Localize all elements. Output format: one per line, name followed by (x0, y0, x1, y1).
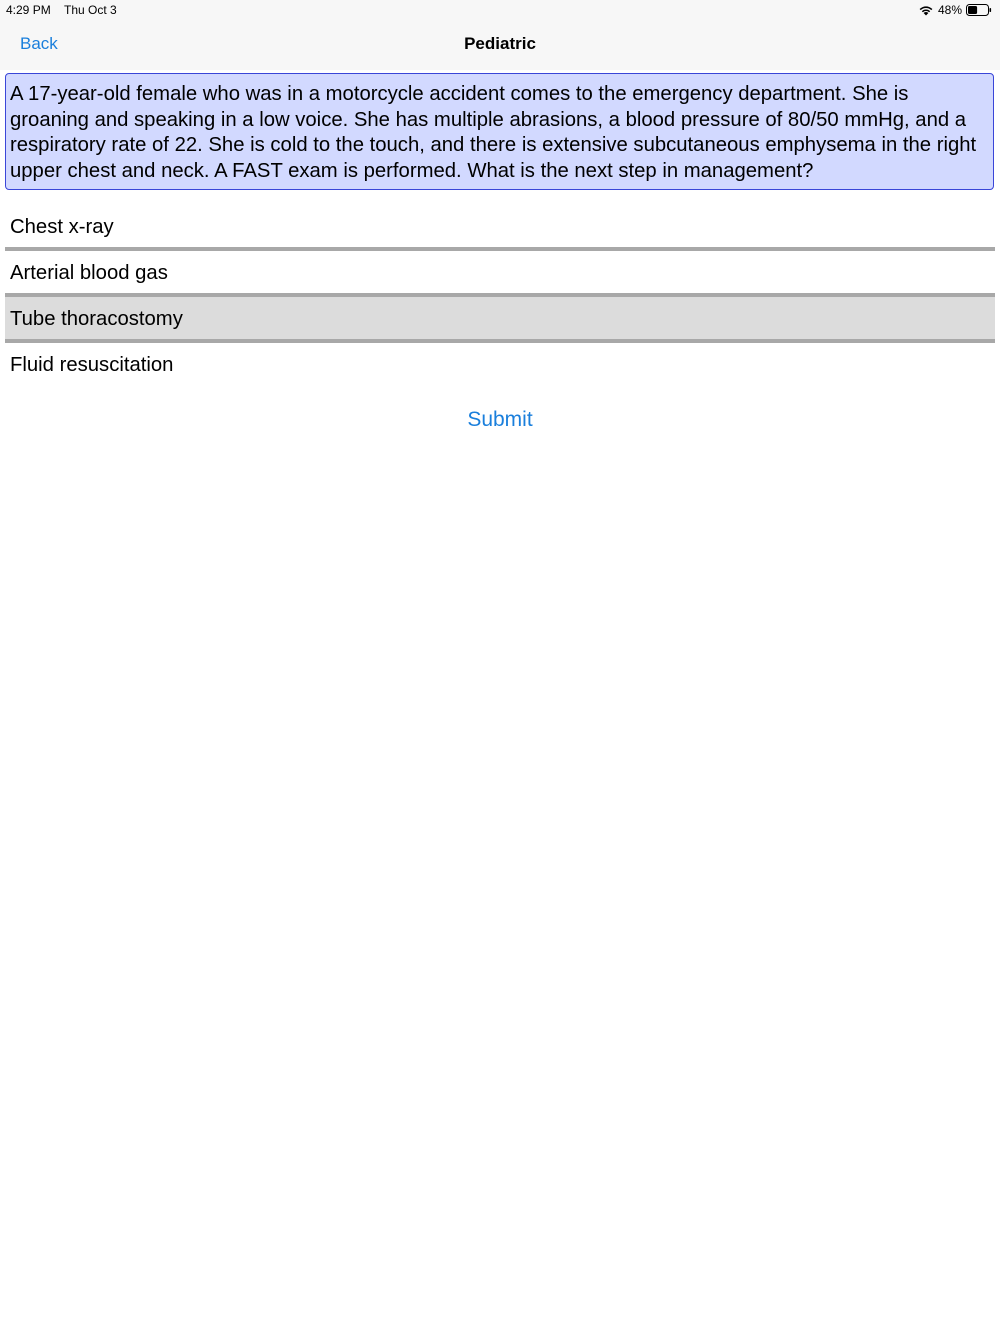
answer-options (5, 205, 995, 385)
status-bar (0, 0, 1000, 20)
answer-option[interactable]: Chest x-ray (5, 205, 995, 251)
submit-button[interactable]: Submit (467, 408, 533, 431)
page-title: Pediatric (464, 34, 536, 53)
status-indicators (918, 3, 992, 17)
answer-option[interactable]: Fluid resuscitation (5, 343, 995, 385)
wifi-icon (918, 4, 934, 16)
back-button[interactable]: Back (20, 34, 58, 53)
battery-fill (968, 6, 977, 14)
battery-icon (966, 4, 992, 16)
answer-option[interactable]: Tube thoracostomy (5, 297, 995, 343)
answer-option[interactable]: Arterial blood gas (5, 251, 995, 297)
navigation-bar (0, 20, 1000, 70)
status-date: Thu Oct 3 (64, 3, 117, 17)
battery-percent: 48% (937, 3, 962, 17)
question-text: A 17-year-old female who was in a motorcycle accident comes to the emergency department. She is groaning and speaking in a low voice. She has multiple abrasions, a blood pressure of 80/50 mmHg, and a respiratory rate of 22. She is cold to the touch, and there is extensive subcutaneous emphysema in the right upper chest and neck. A FAST exam is performed. What is the next step in management? (5, 73, 994, 190)
status-time: 4:29 PM (6, 3, 51, 17)
